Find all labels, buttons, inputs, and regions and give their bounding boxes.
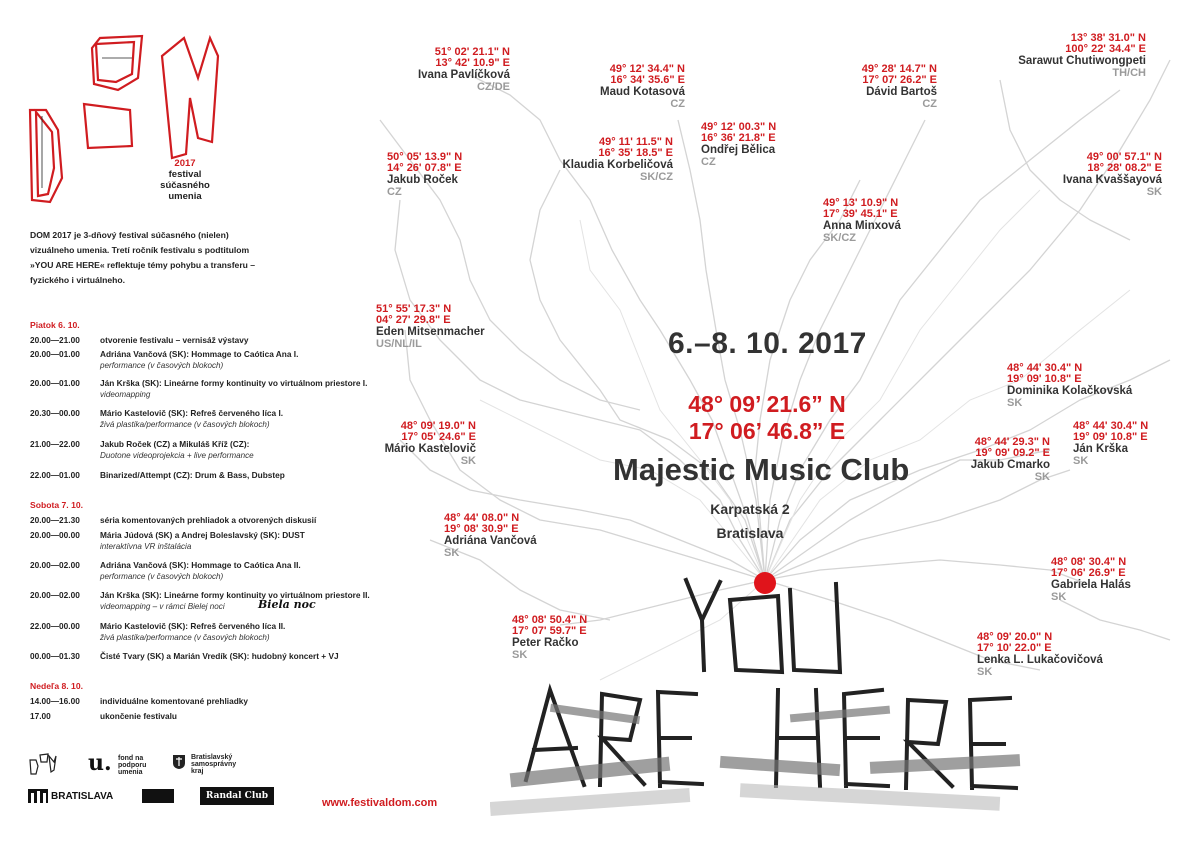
event-time: 00.00—01.30 [30, 651, 80, 661]
artist-name: Ivana Kvaššayová [1062, 174, 1162, 187]
artist-name: Dávid Bartoš [866, 86, 937, 99]
artist-name: Ondřej Bělica [701, 144, 776, 157]
artist-lat: 49° 12' 00.3" N [701, 121, 777, 133]
artist-label [418, 47, 510, 93]
artist-lat: 51° 02' 21.1" N [434, 46, 510, 58]
artist-label [385, 421, 476, 467]
artist-lat: 48° 44' 30.4" N [1073, 420, 1149, 432]
randal-club-logo: Randal Club [200, 787, 274, 805]
event-dates: 6.–8. 10. 2017 [668, 327, 867, 360]
program-row [30, 650, 360, 662]
program-row [30, 710, 360, 722]
artist-name: Jakub Cmarko [970, 459, 1050, 472]
sponsor-black-logo-icon [142, 789, 174, 803]
event-sub: performance (v časových blokoch) [100, 572, 224, 581]
event-desc: Adriána Vančová (SK): Hommage to Caótica Ana II. [100, 560, 301, 570]
artist-country: CZ [670, 97, 685, 110]
artist-lat: 50° 05' 13.9" N [387, 151, 463, 163]
you-are-here-artwork [490, 560, 1050, 820]
event-desc: Adriána Vančová (SK): Hommage to Caótica Ana I. [100, 349, 299, 359]
program-row [30, 348, 360, 372]
program-row [30, 377, 368, 401]
artist-lat: 51° 55' 17.3" N [376, 303, 452, 315]
artist-name: Jakub Roček [387, 174, 458, 187]
program-row [30, 469, 360, 481]
program-row [30, 589, 430, 613]
artist-name: Peter Račko [512, 637, 579, 650]
artist-lat: 49° 13' 10.9" N [823, 197, 899, 209]
event-time: 21.00—22.00 [30, 439, 80, 449]
artist-lat: 48° 08' 50.4" N [512, 614, 588, 626]
venue-coordinates [660, 391, 874, 445]
artist-label [562, 137, 673, 183]
artist-country: TH/CH [1112, 66, 1146, 79]
event-time: 20.00—01.00 [30, 349, 80, 359]
artist-label [600, 64, 685, 110]
intro-line: fyzického i virtuálneho. [30, 275, 126, 285]
festival-line-3: umenia [168, 191, 202, 202]
artist-country: SK [1034, 470, 1050, 483]
festival-website-link[interactable]: www.festivaldom.com [322, 797, 438, 809]
artist-country: SK [1073, 454, 1089, 467]
festival-year: 2017 [174, 158, 196, 169]
artist-lon: 17° 05' 24.6" E [401, 431, 476, 444]
event-time: 20.00—21.30 [30, 515, 80, 525]
festival-line-1: festival [168, 169, 202, 180]
event-time: 20.00—02.00 [30, 590, 80, 600]
event-time: 22.00—01.00 [30, 470, 80, 480]
intro-line: »YOU ARE HERE« reflektuje témy pohybu a transferu – [30, 260, 256, 270]
bsk-logo-text: Bratislavský samosprávny kraj [191, 754, 237, 775]
event-sub: videomapping [100, 390, 151, 399]
artist-country: CZ/DE [477, 80, 510, 93]
event-time: 20.30—00.00 [30, 408, 80, 418]
artist-name: Adriána Vančová [444, 535, 537, 548]
event-desc: Jakub Roček (CZ) a Mikuláš Kříž (CZ): [100, 439, 250, 449]
artist-name: Lenka L. Lukačovičová [977, 654, 1103, 667]
bratislava-logo-text: BRATISLAVA [51, 791, 114, 802]
venue-street: Karpatská 2 [710, 501, 790, 517]
artist-lon: 04° 27' 29.8" E [376, 314, 451, 327]
artist-label [971, 437, 1050, 483]
event-time: 22.00—00.00 [30, 621, 80, 631]
program-row [30, 514, 360, 526]
artist-name: Ivana Pavlíčková [417, 69, 510, 82]
dom-small-logo-icon [28, 752, 58, 776]
event-sub: živá plastika/performance (v časových blokoch) [100, 633, 270, 642]
venue-name: Majestic Music Club [613, 452, 910, 487]
artist-lon: 17° 06' 26.9" E [1051, 567, 1126, 580]
artist-country: SK [512, 648, 528, 661]
bratislava-crest-icon [28, 789, 48, 803]
artist-country: SK/CZ [640, 170, 673, 183]
artist-label [701, 122, 776, 168]
artist-lat: 49° 00' 57.1" N [1086, 151, 1162, 163]
event-desc: Mário Kastelovič (SK): Refreš červeného líca II. [100, 621, 286, 631]
artist-lon: 17° 07' 59.7" E [512, 625, 587, 638]
artist-country: SK [977, 665, 993, 678]
dom-small-logo [28, 752, 58, 776]
artist-name: Klaudia Korbeličová [562, 159, 673, 172]
artist-label [376, 304, 485, 350]
venue-lat: 48° 09’ 21.6” N [688, 391, 846, 417]
artist-lat: 48° 09' 20.0" N [977, 631, 1053, 643]
event-time: 20.00—01.00 [30, 378, 80, 388]
artist-lon: 19° 09' 09.2" E [975, 447, 1050, 460]
event-time: 20.00—02.00 [30, 560, 80, 570]
artist-name: Sarawut Chutiwongpeti [1018, 55, 1146, 68]
artist-label [1051, 557, 1131, 603]
artist-lat: 48° 08' 30.4" N [1051, 556, 1127, 568]
artist-country: SK [444, 546, 460, 559]
venue-address [700, 497, 800, 545]
artist-country: SK [460, 454, 476, 467]
event-desc: otvorenie festivalu – vernisáž výstavy [100, 335, 249, 345]
artist-label [823, 198, 901, 244]
festival-intro [30, 228, 310, 288]
artist-lon: 17° 39' 45.1" E [823, 208, 898, 221]
artist-country: SK [1051, 590, 1067, 603]
artist-lat: 48° 44' 08.0" N [444, 512, 520, 524]
event-sub: interaktívna VR inštalácia [100, 542, 192, 551]
program-row [30, 438, 360, 462]
artist-label [387, 152, 462, 198]
program-row [30, 559, 360, 583]
artist-country: SK/CZ [823, 231, 856, 244]
venue-lon: 17° 06’ 46.8” E [688, 418, 846, 444]
event-sub: videomapping – v rámci Bielej noci [100, 602, 225, 611]
bsk-crest-icon [172, 754, 186, 770]
artist-lon: 19° 09' 10.8" E [1073, 431, 1148, 444]
event-sub: performance (v časových blokoch) [100, 361, 224, 370]
artist-country: US/NL/IL [376, 337, 422, 350]
artist-label [1063, 152, 1162, 198]
artist-lat: 49° 11' 11.5" N [598, 136, 673, 148]
event-time: 17.00 [30, 711, 51, 721]
artist-lat: 49° 12' 34.4" N [609, 63, 685, 75]
day-heading-friday: Piatok 6. 10. [30, 320, 80, 330]
program-row [30, 334, 360, 346]
artist-lat: 48° 09' 19.0" N [400, 420, 476, 432]
biela-noc-logo: Biela noc [258, 598, 316, 611]
event-time: 20.00—00.00 [30, 530, 80, 540]
artist-lon: 13° 42' 10.9" E [435, 57, 510, 70]
artist-name: Maud Kotasová [600, 86, 685, 99]
artist-lon: 14° 26' 07.8" E [387, 162, 462, 175]
artist-country: CZ [922, 97, 937, 110]
program-row [30, 695, 360, 707]
artist-lat: 48° 44' 29.3" N [974, 436, 1050, 448]
artist-name: Ján Krška [1073, 443, 1128, 456]
artist-name: Mário Kastelovič [384, 443, 476, 456]
artist-lon: 16° 35' 18.5" E [598, 147, 673, 160]
artist-country: CZ [701, 155, 716, 168]
event-time: 14.00—16.00 [30, 696, 80, 706]
program-row [30, 620, 360, 644]
artist-country: CZ [387, 185, 402, 198]
festival-subtitle [150, 158, 220, 202]
artist-lat: 13° 38' 31.0" N [1070, 32, 1146, 44]
intro-line: DOM 2017 je 3-dňový festival súčasného (nielen) [30, 230, 229, 240]
day-heading-sunday: Nedeľa 8. 10. [30, 681, 83, 691]
fpu-logo-icon: u. [88, 750, 112, 776]
intro-line: vizuálneho umenia. Tretí ročník festivalu s podtitulom [30, 245, 250, 255]
festival-line-2: súčasného [160, 180, 210, 191]
artist-lon: 17° 07' 26.2" E [862, 74, 937, 87]
artist-lat: 48° 44' 30.4" N [1007, 362, 1083, 374]
artist-label [1018, 33, 1146, 79]
artist-label [862, 64, 937, 110]
artist-lon: 19° 09' 10.8" E [1007, 373, 1082, 386]
artist-lon: 16° 36' 21.8" E [701, 132, 776, 145]
event-time: 20.00—21.00 [30, 335, 80, 345]
program-row [30, 529, 360, 553]
event-sub: živá plastika/performance (v časových blokoch) [100, 420, 270, 429]
artist-label [1073, 421, 1148, 467]
artist-lon: 17° 10' 22.0" E [977, 642, 1052, 655]
event-desc: Mário Kastelovič (SK): Refreš červeného líca I. [100, 408, 284, 418]
event-desc: Mária Júdová (SK) a Andrej Boleslavský (SK): DUST [100, 530, 305, 540]
artist-lon: 100° 22' 34.4" E [1065, 43, 1146, 56]
venue-city: Bratislava [716, 525, 784, 541]
artist-country: SK [1007, 396, 1023, 409]
artist-lon: 18° 28' 08.2" E [1087, 162, 1162, 175]
event-desc: Binarized/Attempt (CZ): Drum & Bass, Dubstep [100, 470, 285, 480]
artist-country: SK [1146, 185, 1162, 198]
artist-label [444, 513, 537, 559]
event-desc: Ján Krška (SK): Lineárne formy kontinuity vo virtuálnom priestore II. [100, 590, 370, 600]
artist-name: Dominika Kolačkovská [1007, 385, 1133, 398]
event-sub: Duotone videoprojekcia + live performance [100, 451, 254, 460]
event-desc: ukončenie festivalu [100, 711, 178, 721]
artist-name: Eden Mitsenmacher [376, 326, 485, 339]
artist-name: Anna Minxová [823, 220, 901, 233]
artist-lat: 49° 28' 14.7" N [861, 63, 937, 75]
program-row [30, 407, 360, 431]
artist-lon: 16° 34' 35.6" E [610, 74, 685, 87]
event-desc: séria komentovaných prehliadok a otvorených diskusií [100, 515, 317, 525]
fpu-logo-text: fond na podporu umenia [118, 755, 147, 776]
event-desc: Ján Krška (SK): Lineárne formy kontinuity vo virtuálnom priestore I. [100, 378, 368, 388]
artist-name: Gabriela Halás [1051, 579, 1131, 592]
day-heading-saturday: Sobota 7. 10. [30, 500, 84, 510]
artist-lon: 19° 08' 30.9" E [444, 523, 519, 536]
artist-label [1007, 363, 1132, 409]
event-desc: Čisté Tvary (SK) a Marián Vredík (SK): hudobný koncert + VJ [100, 651, 339, 661]
event-desc: individuálne komentované prehliadky [100, 696, 248, 706]
